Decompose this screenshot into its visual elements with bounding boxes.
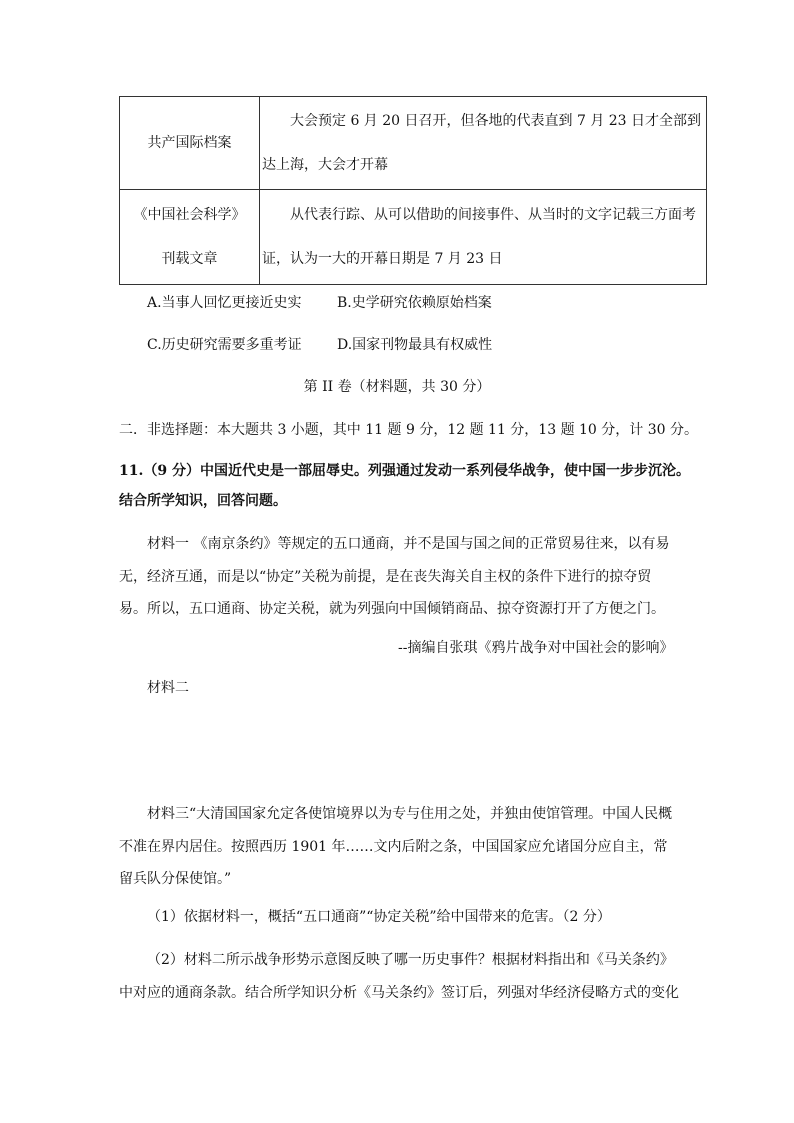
material-3 <box>119 798 679 896</box>
source-label: 共产国际档案 <box>147 135 232 151</box>
sub-question-2-text: （2）材料二所示战争形势示意图反映了哪一历史事件？根据材料指出和《马关条约》中对应的通商条款。结合所学知识分析《马关条约》签订后，列强对华经济侵略方式的变化 <box>119 952 679 1001</box>
part-title: 第 II 卷（材料题，共 30 分） <box>303 379 491 395</box>
table-row <box>120 190 707 285</box>
material-1-text: 材料一 《南京条约》等规定的五口通商，并不是国与国之间的正常贸易往来，以有易无，经济互通，而是以“协定”关税为前提，是在丧失海关自主权的条件下进行的掠夺贸易。所以，五口通商、协定关税，就为列强向中国倾销商品、掠夺资源打开了方便之门。 <box>119 536 670 617</box>
content-text: 大会预定 6 月 20 日召开，但各地的代表直到 7 月 23 日才全部到达上海，大会才开幕 <box>262 113 702 173</box>
question-11-stem: 11.（9 分）中国近代史是一部屈辱史。列强通过发动一系列侵华战争，使中国一步步沉沦。 <box>119 463 690 479</box>
content-text: 从代表行踪、从可以借助的间接事件、从当时的文字记载三方面考证，认为一大的开幕日期是 7 月 23 日 <box>262 207 696 267</box>
table-row <box>120 97 707 190</box>
material-1-source: --摘编自张琪《鸦片战争对中国社会的影响》 <box>398 640 674 656</box>
option-c: C.历史研究需要多重考证 <box>147 337 302 353</box>
option-b: B.史学研究依赖原始档案 <box>337 295 492 311</box>
material-3-text: 材料三“大清国国家允定各使馆境界以为专与住用之处，并独由使馆管理。中国人民概不准在界内居住。按照西历 1901 年……文内后附之条，中国国家应允诸国分应自主，常留兵队分保使馆。” <box>119 806 673 887</box>
sub-question-1: （1）依据材料一，概括“五口通商”“协定关税”给中国带来的危害。（2 分） <box>147 909 611 925</box>
material-1 <box>119 528 679 626</box>
option-d: D.国家刊物最具有权威性 <box>337 337 493 353</box>
sub-question-2 <box>119 944 679 1009</box>
question-11-instruction: 结合所学知识，回答问题。 <box>119 493 287 509</box>
material-2-label: 材料二 <box>147 680 189 696</box>
content-cell <box>260 190 707 285</box>
source-cell <box>120 190 260 285</box>
section-heading: 二．非选择题：本大题共 3 小题，其中 11 题 9 分，12 题 11 分，13 题 10 分，计 30 分。 <box>119 422 699 438</box>
source-cell <box>120 97 260 190</box>
source-comparison-table <box>119 96 707 285</box>
content-cell <box>260 97 707 190</box>
option-a: A.当事人回忆更接近史实 <box>147 295 302 311</box>
source-label: 《中国社会科学》 <box>133 207 246 223</box>
source-label: 刊载文章 <box>161 251 218 267</box>
